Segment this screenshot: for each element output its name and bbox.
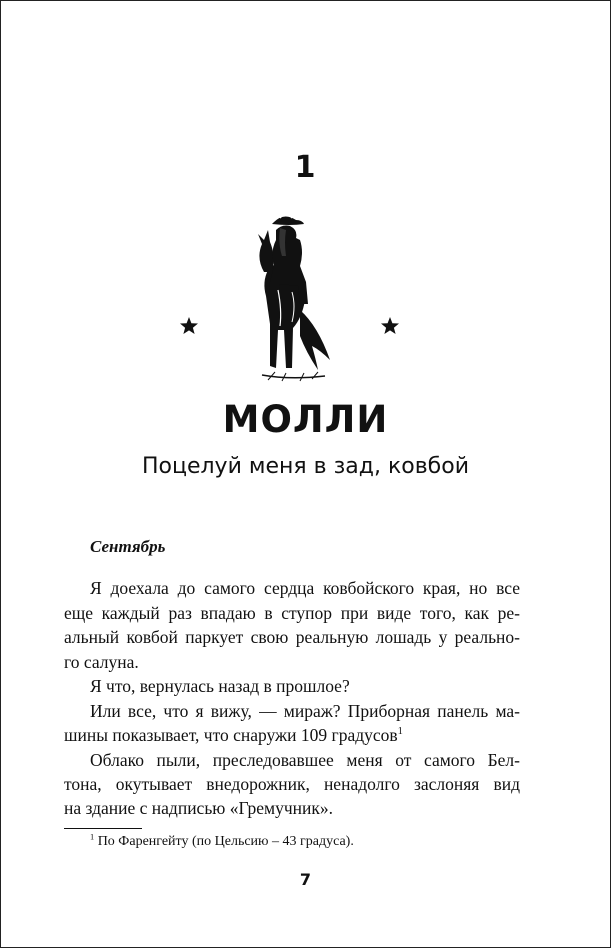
footnote-marker: 1	[397, 726, 403, 738]
body-line: го салуна.	[64, 652, 139, 672]
page-number: 7	[299, 870, 312, 889]
right-star-icon	[381, 317, 399, 334]
section-heading: Сентябрь	[90, 537, 166, 556]
body-line	[64, 725, 403, 746]
body-line: тона, окутывает внедорожник, ненадолго заслоняя вид	[64, 774, 520, 794]
body-line: Я доехала до самого сердца ковбойского края, но все	[90, 578, 520, 598]
body-line: Или все, что я вижу, — мираж? Приборная панель ма-	[90, 701, 520, 721]
body-line: Я что, вернулась назад в прошлое?	[90, 676, 350, 696]
body-line-text: шины показывает, что снаружи 109 градусов	[64, 725, 398, 745]
chapter-title: МОЛЛИ	[222, 398, 389, 441]
chapter-subtitle: Поцелуй меня в зад, ковбой	[141, 454, 469, 479]
horse-rider-emblem	[0, 200, 611, 390]
body-line: Облако пыли, преследовавшее меня от самого Бел-	[90, 750, 520, 770]
footnote-rule	[64, 828, 142, 829]
footnote-text: По Фаренгейту (по Цельсию – 43 градуса).	[97, 834, 354, 849]
footnote	[90, 834, 354, 850]
footnote-number: 1	[90, 832, 95, 842]
chapter-number: 1	[294, 150, 317, 185]
body-line: еще каждый раз впадаю в ступор при виде того, как ре-	[64, 603, 520, 623]
left-star-icon	[180, 317, 198, 334]
body-line: альный ковбой паркует свою реальную лошадь у реально-	[64, 627, 520, 647]
body-line: на здание с надписью «Гремучник».	[64, 798, 334, 818]
